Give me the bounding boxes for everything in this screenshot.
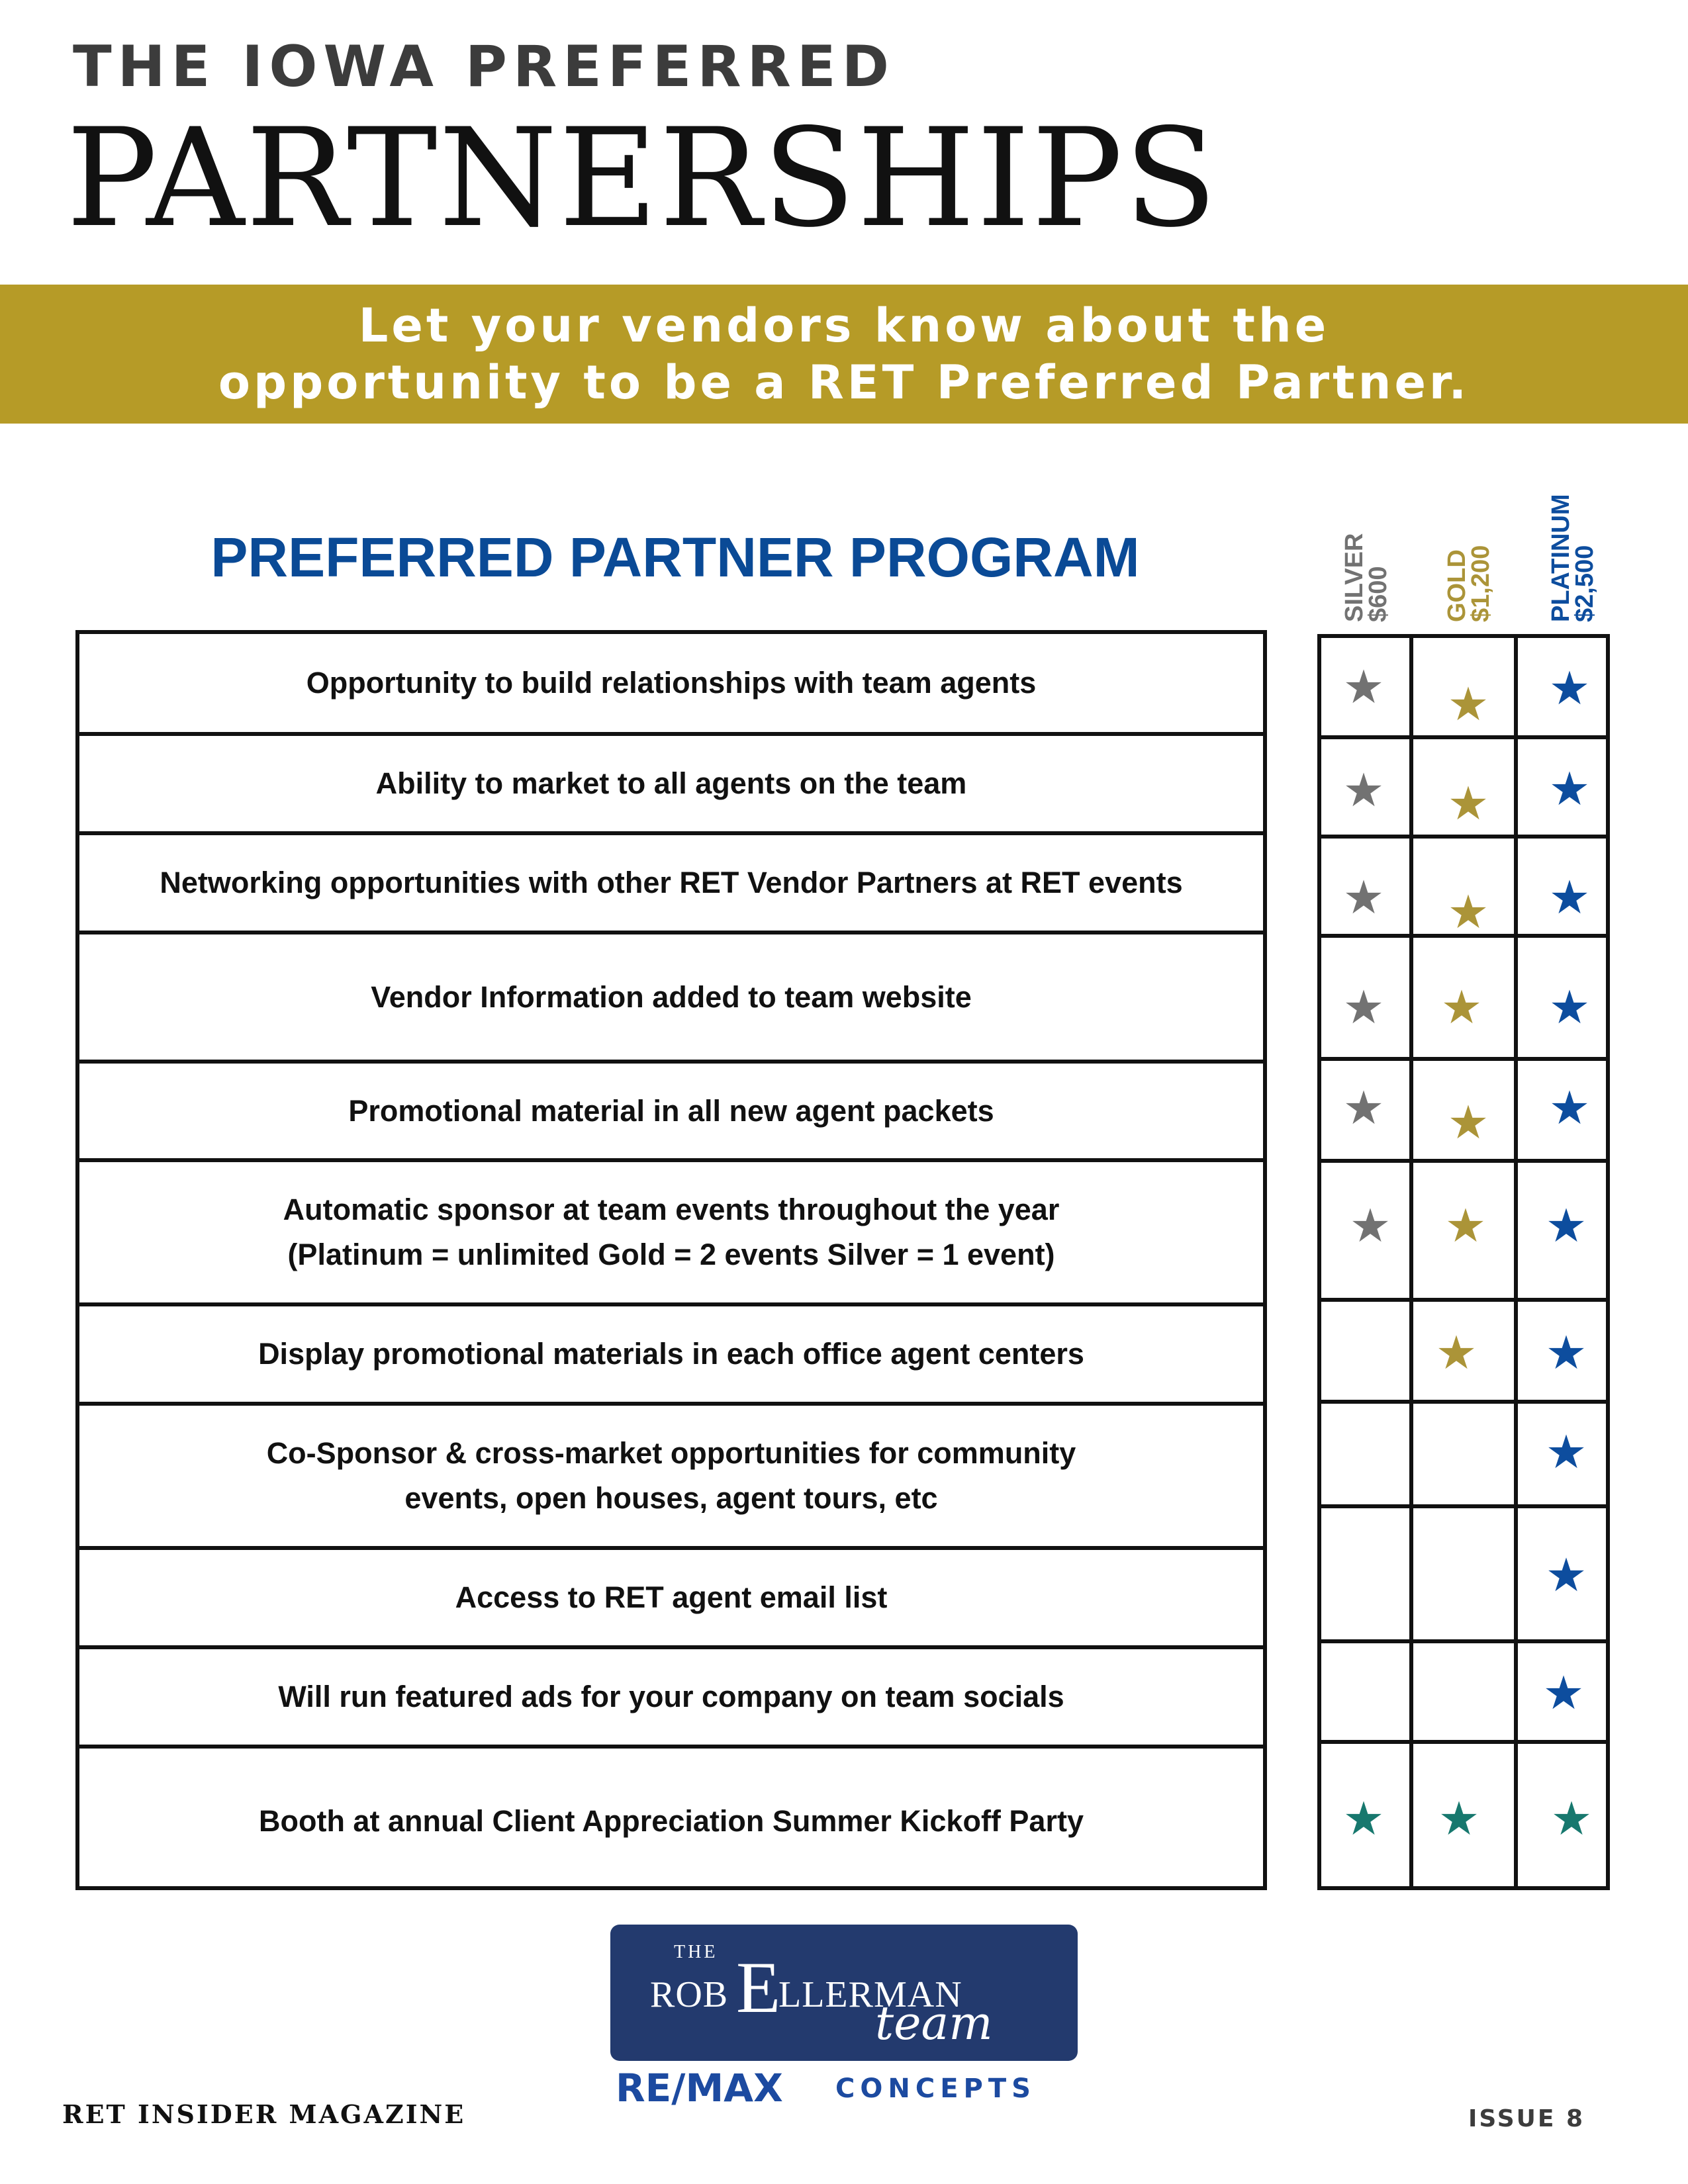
tier-name: PLATINUM bbox=[1547, 494, 1575, 622]
row-divider bbox=[1321, 1298, 1606, 1302]
star-icon-platinum: ★ bbox=[1548, 870, 1591, 925]
row-divider bbox=[1321, 1400, 1606, 1404]
star-icon-silver: ★ bbox=[1342, 1081, 1385, 1135]
page-title: PARTNERSHIPS bbox=[66, 99, 1219, 257]
feature-row bbox=[79, 1302, 1263, 1402]
star-icon-silver: ★ bbox=[1342, 763, 1385, 817]
column-divider bbox=[1409, 638, 1413, 1886]
star-icon-gold: ★ bbox=[1438, 1792, 1480, 1846]
feature-text: Will run featured ads for your company on team socials bbox=[278, 1680, 1064, 1713]
feature-row bbox=[79, 1060, 1263, 1158]
star-icon-platinum: ★ bbox=[1548, 980, 1591, 1034]
column-divider bbox=[1514, 638, 1518, 1886]
tier-price: $1,200 bbox=[1467, 545, 1495, 622]
feature-row bbox=[79, 732, 1263, 831]
star-icon-platinum: ★ bbox=[1545, 1425, 1587, 1479]
feature-text: Display promotional materials in each office agent centers bbox=[258, 1337, 1084, 1371]
star-icon-silver: ★ bbox=[1342, 870, 1385, 925]
remax-wordmark: RE/MAX bbox=[616, 2066, 783, 2111]
feature-text: Vendor Information added to team website bbox=[371, 979, 972, 1014]
feature-text: Co-Sponsor & cross-market opportunities for community bbox=[266, 1436, 1076, 1470]
header-kicker: THE IOWA PREFERRED bbox=[73, 34, 895, 100]
star-icon-gold: ★ bbox=[1440, 980, 1483, 1034]
feature-row bbox=[79, 1158, 1263, 1302]
feature-text: Promotional material in all new agent packets bbox=[348, 1093, 994, 1128]
tier-price: $2,500 bbox=[1571, 545, 1599, 622]
feature-row bbox=[79, 634, 1263, 732]
star-icon-platinum: ★ bbox=[1545, 1199, 1587, 1253]
feature-text: Ability to market to all agents on the team bbox=[375, 766, 967, 800]
feature-row bbox=[79, 931, 1263, 1060]
logo-rob: ROB bbox=[650, 1974, 729, 2015]
row-divider bbox=[1321, 1740, 1606, 1744]
feature-row bbox=[79, 1546, 1263, 1645]
logo-e: E bbox=[736, 1947, 781, 2028]
feature-text: Automatic sponsor at team events throughout the year bbox=[283, 1193, 1060, 1226]
page-title-block bbox=[66, 99, 1357, 258]
star-icon-gold: ★ bbox=[1447, 885, 1489, 939]
star-icon-platinum: ★ bbox=[1548, 1081, 1591, 1135]
star-icon-silver: ★ bbox=[1349, 1199, 1391, 1253]
features-table bbox=[75, 630, 1267, 1890]
star-icon-platinum: ★ bbox=[1545, 1326, 1587, 1380]
magazine-name: RET INSIDER MAGAZINE bbox=[62, 2099, 466, 2129]
feature-row bbox=[79, 831, 1263, 931]
tier-price: $600 bbox=[1364, 566, 1392, 622]
row-divider bbox=[1321, 1639, 1606, 1643]
star-icon-platinum: ★ bbox=[1548, 661, 1591, 715]
feature-text: Opportunity to build relationships with team agents bbox=[306, 666, 1037, 700]
logo-llerman: LLERMAN bbox=[778, 1974, 962, 2015]
feature-text: Networking opportunities with other RET Vendor Partners at RET events bbox=[160, 866, 1183, 899]
banner-line-1: Let your vendors know about the bbox=[358, 298, 1330, 353]
star-icon-platinum: ★ bbox=[1542, 1666, 1585, 1720]
star-icon-gold: ★ bbox=[1435, 1326, 1477, 1380]
star-icon-gold: ★ bbox=[1447, 677, 1489, 731]
row-divider bbox=[1321, 1159, 1606, 1163]
star-icon-silver: ★ bbox=[1342, 660, 1385, 714]
star-icon-silver: ★ bbox=[1342, 980, 1385, 1034]
feature-text: events, open houses, agent tours, etc bbox=[404, 1481, 938, 1515]
star-icon-silver: ★ bbox=[1342, 1792, 1385, 1846]
star-icon-gold: ★ bbox=[1444, 1199, 1487, 1253]
tier-name: SILVER bbox=[1340, 533, 1368, 622]
feature-row bbox=[79, 1402, 1263, 1546]
tier-header-gold bbox=[1445, 477, 1493, 622]
star-icon-platinum: ★ bbox=[1550, 1792, 1593, 1846]
tier-header-silver bbox=[1342, 477, 1390, 622]
star-icon-platinum: ★ bbox=[1548, 762, 1591, 816]
feature-row bbox=[79, 1645, 1263, 1745]
announcement-banner bbox=[0, 285, 1688, 424]
tier-name: GOLD bbox=[1443, 549, 1471, 622]
star-icon-platinum: ★ bbox=[1545, 1548, 1587, 1602]
row-divider bbox=[1321, 835, 1606, 839]
program-title: PREFERRED PARTNER PROGRAM bbox=[211, 526, 1140, 588]
issue-number: ISSUE 8 bbox=[1468, 2105, 1585, 2132]
star-icon-gold: ★ bbox=[1447, 1095, 1489, 1150]
feature-text: (Platinum = unlimited Gold = 2 events Silver = 1 event) bbox=[287, 1238, 1055, 1271]
star-icon-gold: ★ bbox=[1447, 776, 1489, 831]
row-divider bbox=[1321, 735, 1606, 739]
row-divider bbox=[1321, 1504, 1606, 1508]
logo-team: team bbox=[875, 1996, 993, 2050]
concepts-wordmark: CONCEPTS bbox=[835, 2073, 1036, 2104]
banner-line-2: opportunity to be a RET Preferred Partner. bbox=[218, 355, 1470, 410]
tier-header-platinum bbox=[1549, 477, 1597, 622]
feature-text: Access to RET agent email list bbox=[455, 1580, 888, 1614]
feature-text: Booth at annual Client Appreciation Summer Kickoff Party bbox=[258, 1804, 1084, 1838]
row-divider bbox=[1321, 1057, 1606, 1061]
logo-the: THE bbox=[674, 1942, 718, 1962]
feature-row bbox=[79, 1745, 1263, 1894]
